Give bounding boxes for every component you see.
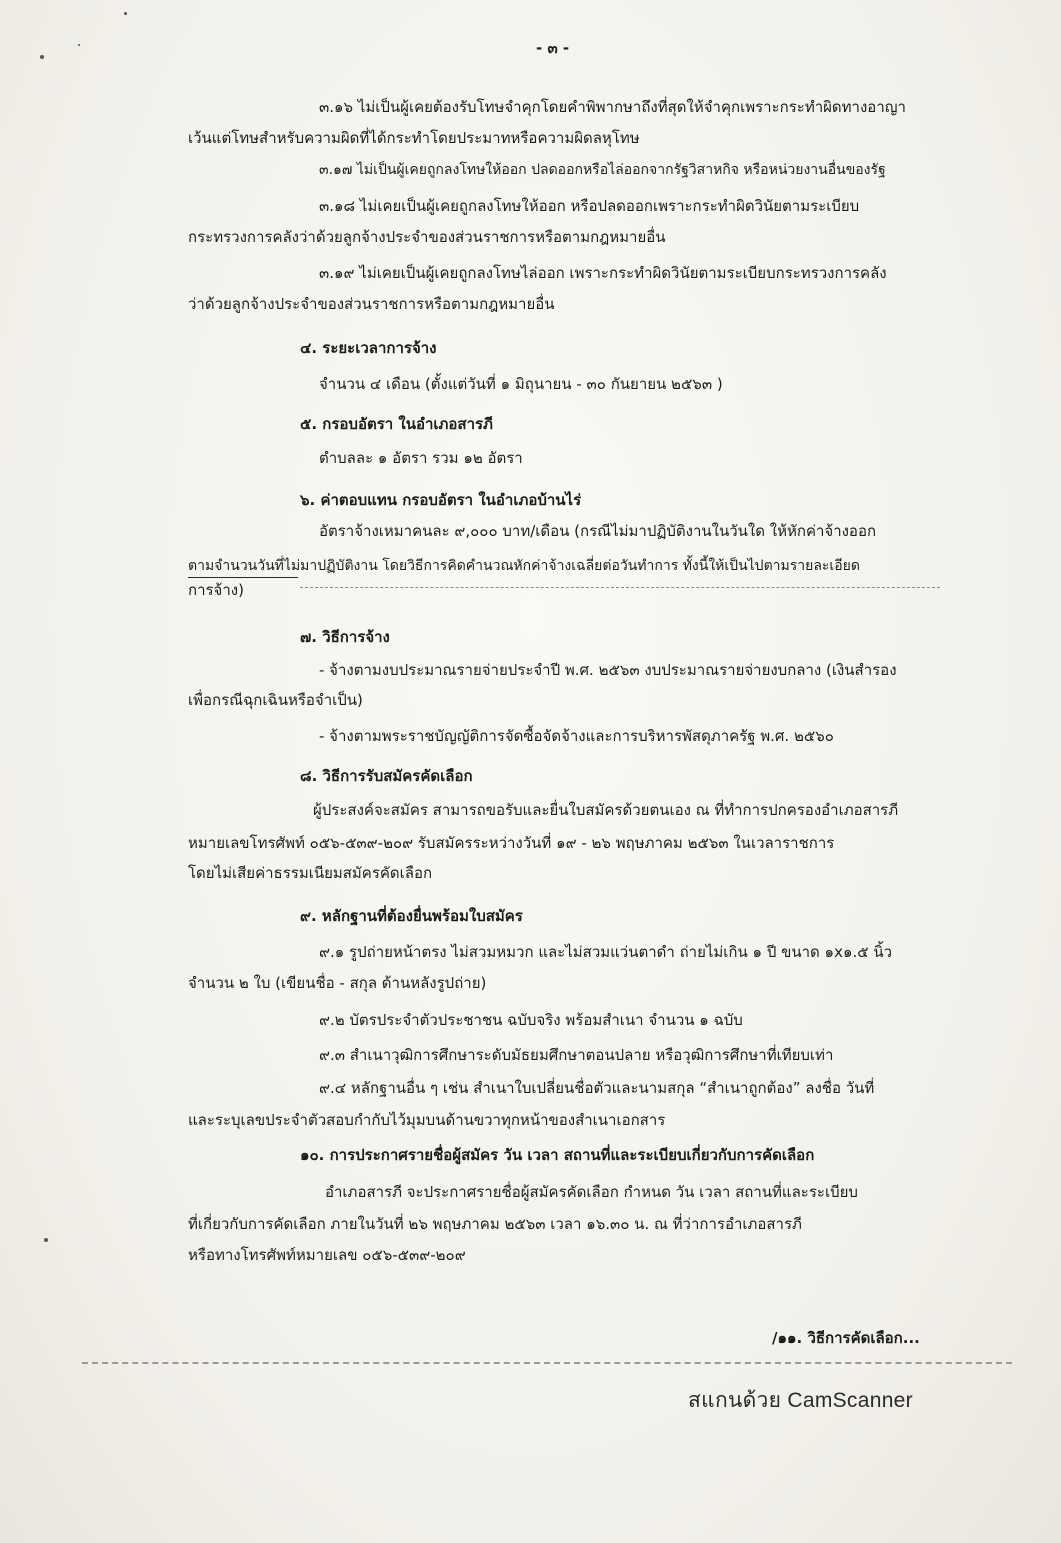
- section-4-body: จำนวน ๔ เดือน (ตั้งแต่วันที่ ๑ มิถุนายน - ๓๐ กันยายน ๒๕๖๓ ): [319, 375, 723, 393]
- section-9-2: ๙.๒ บัตรประจำตัวประชาชน ฉบับจริง พร้อมสำเนา จำนวน ๑ ฉบับ: [319, 1011, 743, 1029]
- section-4-title: ๔. ระยะเวลาการจ้าง: [300, 339, 437, 357]
- camscanner-watermark: สแกนด้วย CamScanner: [688, 1389, 913, 1412]
- section-7-item-2: - จ้างตามพระราชบัญญัติการจัดซื้อจัดจ้างและการบริหารพัสดุภาครัฐ พ.ศ. ๒๕๖๐: [319, 727, 834, 745]
- clause-3-16-line-2: เว้นแต่โทษสำหรับความผิดที่ได้กระทำโดยประมาทหรือความผิดลหุโทษ: [188, 129, 640, 147]
- clause-3-16-line-1: ๓.๑๖ ไม่เป็นผู้เคยต้องรับโทษจำคุกโดยคำพิพากษาถึงที่สุดให้จำคุกเพราะกระทำผิดทางอาญา: [319, 98, 906, 116]
- section-10-title: ๑๐. การประกาศรายชื่อผู้สมัคร วัน เวลา สถานที่และระเบียบเกี่ยวกับการคัดเลือก: [300, 1146, 815, 1164]
- page-number: - ๓ -: [536, 39, 570, 57]
- clause-3-19-line-1: ๓.๑๙ ไม่เคยเป็นผู้เคยถูกลงโทษไล่ออก เพราะกระทำผิดวินัยตามระเบียบกระทรวงการคลัง: [319, 264, 887, 282]
- clause-3-19-line-2: ว่าด้วยลูกจ้างประจำของส่วนราชการหรือตามกฎหมายอื่น: [188, 295, 555, 313]
- scan-speck: [78, 44, 80, 46]
- clause-3-17: ๓.๑๗ ไม่เป็นผู้เคยถูกลงโทษให้ออก ปลดออกหรือไล่ออกจากรัฐวิสาหกิจ หรือหน่วยงานอื่นของรัฐ: [319, 162, 886, 178]
- section-9-1-line-1: ๙.๑ รูปถ่ายหน้าตรง ไม่สวมหมวก และไม่สวมแว่นตาดำ ถ่ายไม่เกิน ๑ ปี ขนาด ๑x๑.๕ นิ้ว: [319, 943, 893, 961]
- section-6-line-1: อัตราจ้างเหมาคนละ ๙,๐๐๐ บาท/เดือน (กรณีไม่มาปฏิบัติงานในวันใด ให้หักค่าจ้างออก: [319, 522, 877, 540]
- scan-speck: [40, 55, 44, 59]
- scan-speck: [44, 1238, 48, 1242]
- section-7-item-1-line-1: - จ้างตามงบประมาณรายจ่ายประจำปี พ.ศ. ๒๕๖๓ งบประมาณรายจ่ายงบกลาง (เงินสำรอง: [319, 661, 897, 679]
- continuation-note: /๑๑. วิธีการคัดเลือก...: [772, 1329, 920, 1347]
- section-9-title: ๙. หลักฐานที่ต้องยื่นพร้อมใบสมัคร: [300, 907, 523, 925]
- section-8-line-1: ผู้ประสงค์จะสมัคร สามารถขอรับและยื่นใบสมัครด้วยตนเอง ณ ที่ทำการปกครองอำเภอสารภี: [313, 801, 899, 819]
- section-10-line-1: อำเภอสารภี จะประกาศรายชื่อผู้สมัครคัดเลือก กำหนด วัน เวลา สถานที่และระเบียบ: [325, 1183, 858, 1201]
- section-9-4-line-2: และระบุเลขประจำตัวสอบกำกับไว้มุมบนด้านขวาทุกหน้าของสำเนาเอกสาร: [188, 1111, 666, 1129]
- section-7-item-1-line-2: เพื่อกรณีฉุกเฉินหรือจำเป็น): [188, 691, 363, 709]
- section-9-1-line-2: จำนวน ๒ ใบ (เขียนชื่อ - สกุล ด้านหลังรูปถ่าย): [188, 974, 487, 992]
- section-6-line-3: การจ้าง): [188, 581, 244, 599]
- section-9-3: ๙.๓ สำเนาวุฒิการศึกษาระดับมัธยมศึกษาตอนปลาย หรือวุฒิการศึกษาที่เทียบเท่า: [319, 1046, 834, 1064]
- clause-3-18-line-1: ๓.๑๘ ไม่เคยเป็นผู้เคยถูกลงโทษให้ออก หรือปลดออกเพราะกระทำผิดวินัยตามระเบียบ: [319, 197, 860, 215]
- section-5-title: ๕. กรอบอัตรา ในอำเภอสารภี: [300, 415, 493, 433]
- section-10-line-2: ที่เกี่ยวกับการคัดเลือก ภายในวันที่ ๒๖ พฤษภาคม ๒๕๖๓ เวลา ๑๖.๓๐ น. ณ ที่ว่าการอำเภอสารภี: [188, 1215, 802, 1233]
- clause-3-18-line-2: กระทรวงการคลังว่าด้วยลูกจ้างประจำของส่วนราชการหรือตามกฎหมายอื่น: [188, 228, 666, 246]
- scan-speck: [124, 12, 127, 15]
- section-10-line-3: หรือทางโทรศัพท์หมายเลข ๐๕๖-๕๓๙-๒๐๙: [188, 1246, 466, 1264]
- scan-bottom-divider: [82, 1362, 1012, 1364]
- section-6-title: ๖. ค่าตอบแทน กรอบอัตรา ในอำเภอบ้านไร่: [300, 491, 582, 509]
- section-8-title: ๘. วิธีการรับสมัครคัดเลือก: [300, 767, 473, 785]
- section-7-title: ๗. วิธีการจ้าง: [300, 628, 390, 646]
- handwritten-underline: [188, 577, 298, 578]
- section-6-line-2: ตามจำนวนวันที่ไม่มาปฏิบัติงาน โดยวิธีการคิดคำนวณหักค่าจ้างเฉลี่ยต่อวันทำการ ทั้งนี้ให้เป็นไปตามรายละเอียด: [188, 558, 860, 574]
- section-5-body: ตำบลละ ๑ อัตรา รวม ๑๒ อัตรา: [319, 449, 523, 467]
- handwritten-underline-dashed: [300, 587, 940, 588]
- section-8-line-2: หมายเลขโทรศัพท์ ๐๕๖-๕๓๙-๒๐๙ รับสมัครระหว่างวันที่ ๑๙ - ๒๖ พฤษภาคม ๒๕๖๓ ในเวลาราชการ: [188, 834, 835, 852]
- section-9-4-line-1: ๙.๔ หลักฐานอื่น ๆ เช่น สำเนาใบเปลี่ยนชื่อตัวและนามสกุล “สำเนาถูกต้อง” ลงชื่อ วันที่: [319, 1079, 875, 1097]
- section-8-line-3: โดยไม่เสียค่าธรรมเนียมสมัครคัดเลือก: [188, 864, 433, 882]
